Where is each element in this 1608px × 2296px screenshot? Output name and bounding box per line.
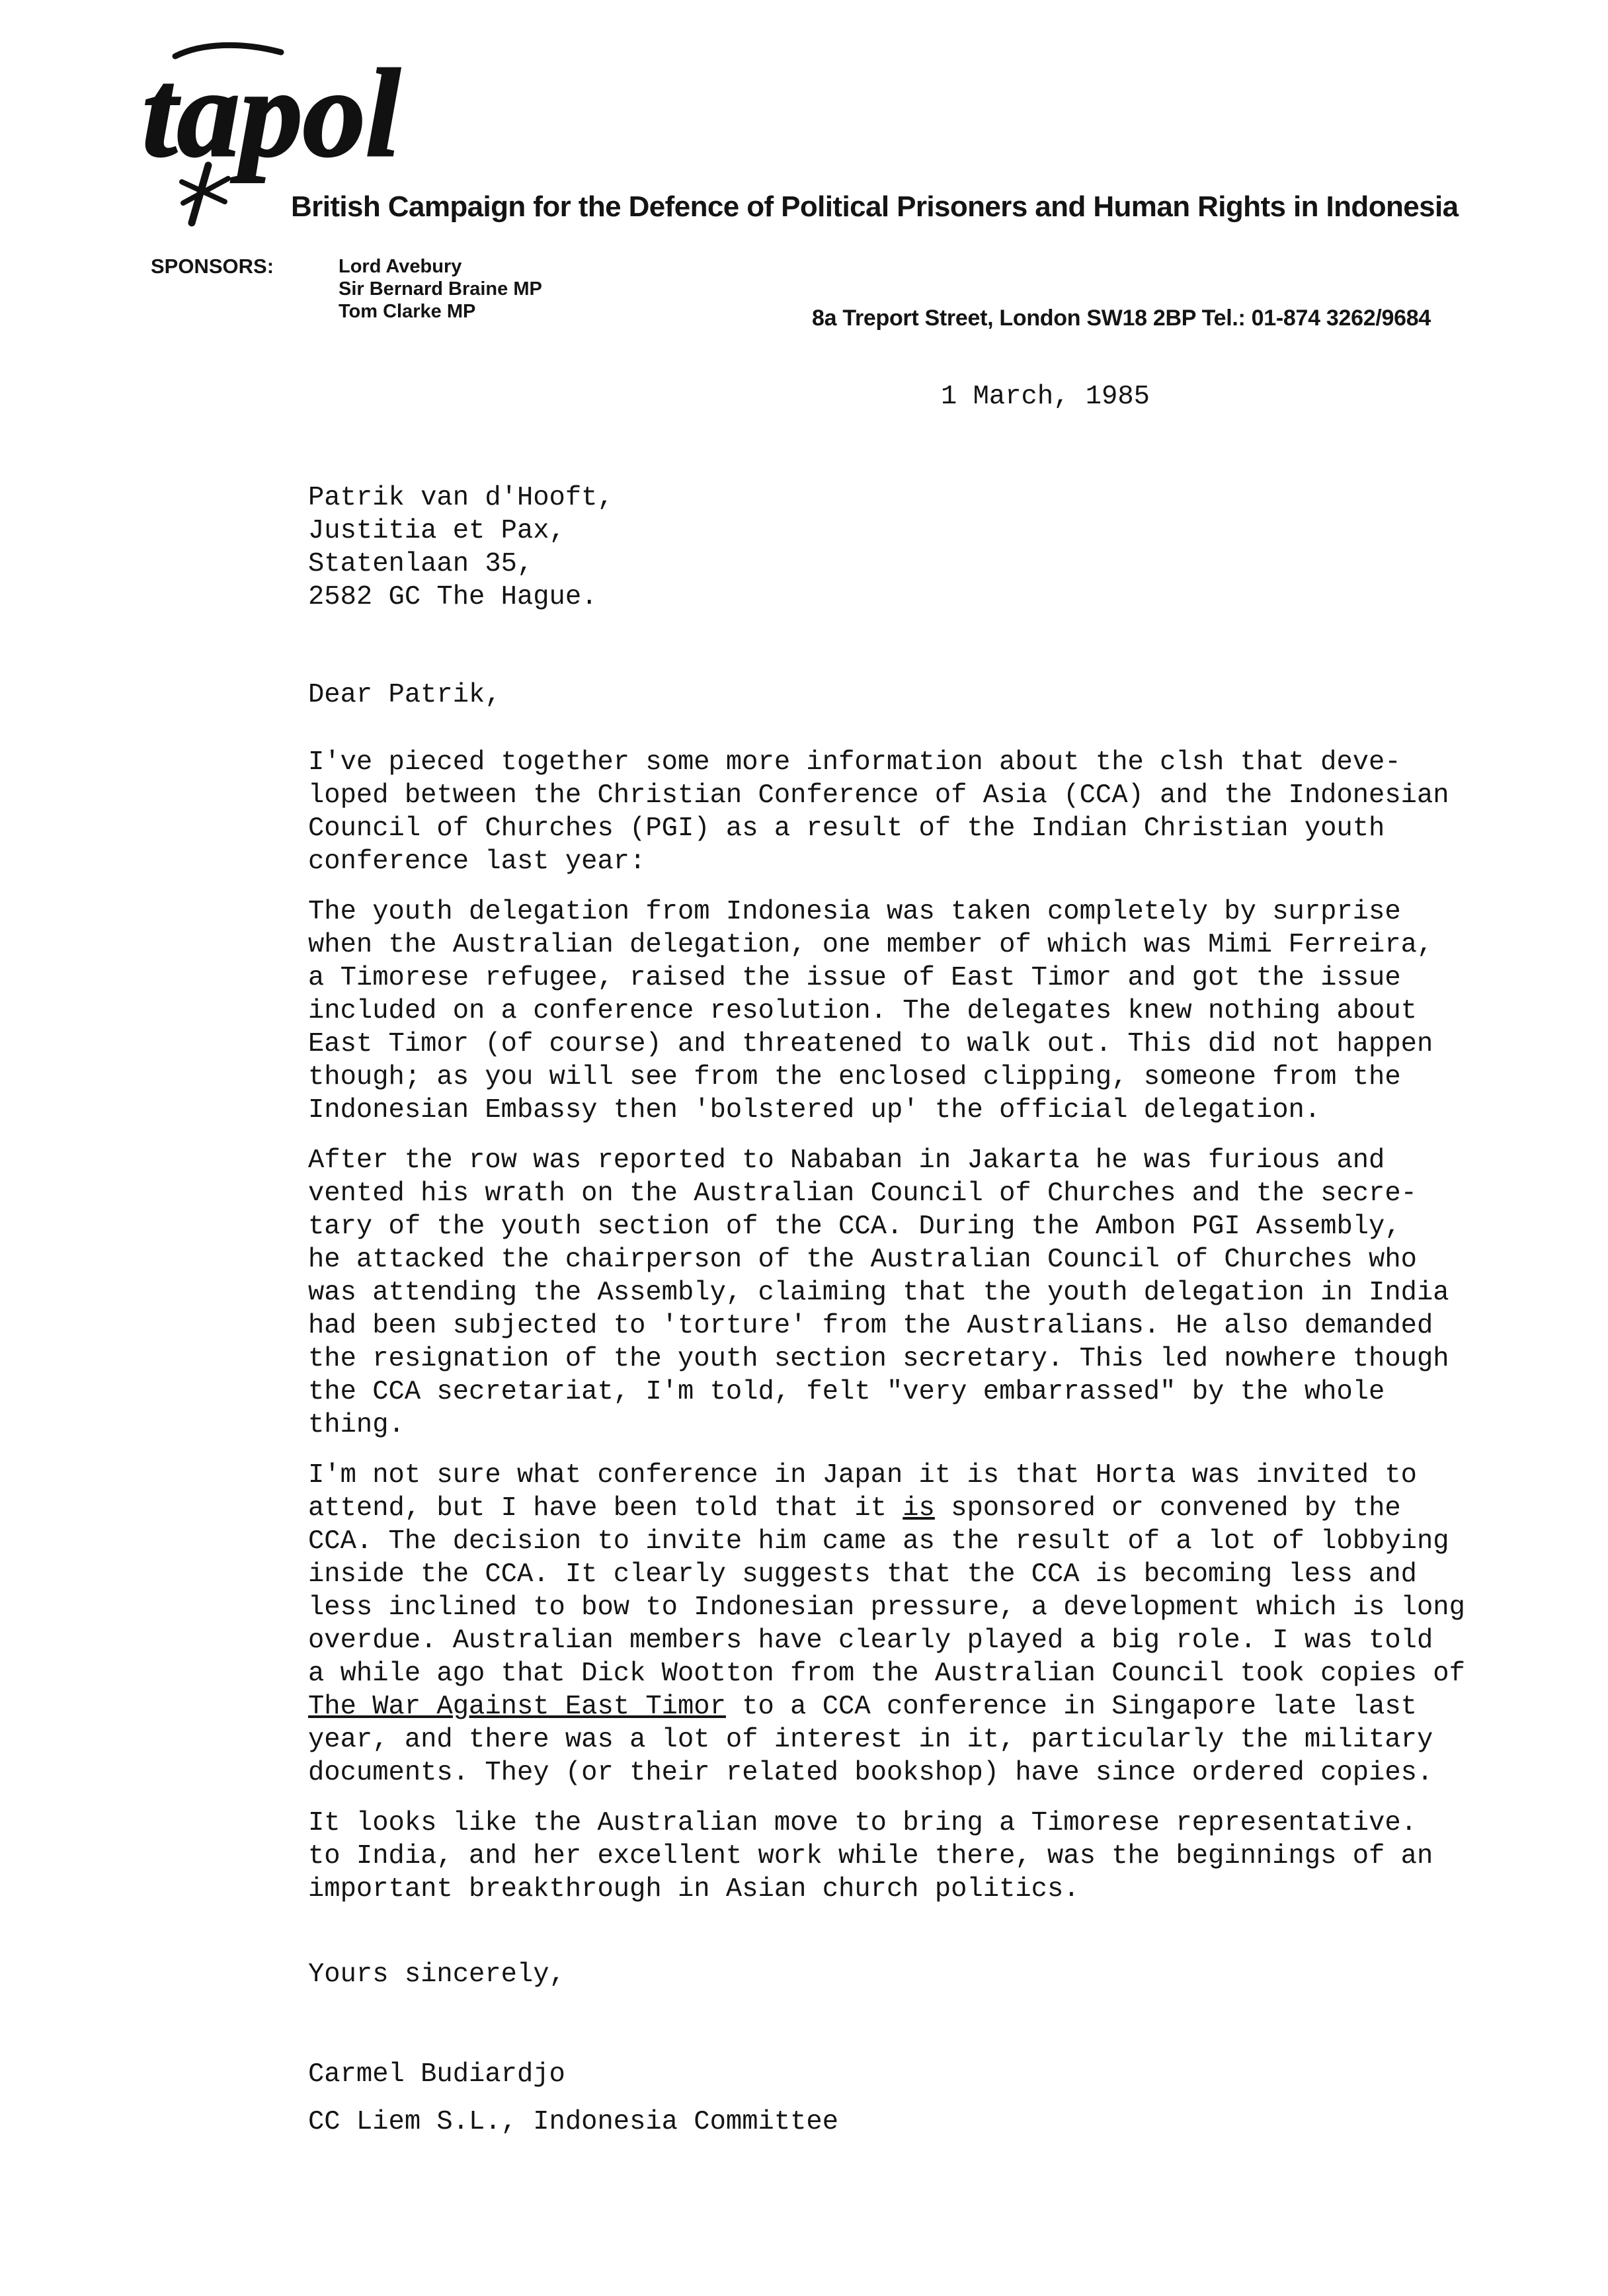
paragraph-4 (308, 1459, 1465, 1789)
sponsors-label: SPONSORS: (151, 255, 274, 278)
body-line: tary of the youth section of the CCA. During the Ambon PGI Assembly, (308, 1211, 1401, 1242)
body-line: inside the CCA. It clearly suggests that the CCA is becoming less and (308, 1559, 1417, 1590)
address-line: 8a Treport Street, London SW18 2BP Tel.: 01-874 3262/9684 (812, 306, 1431, 331)
recipient-line: Justitia et Pax, (308, 516, 565, 546)
body-line: The youth delegation from Indonesia was taken completely by surprise (308, 897, 1401, 927)
recipient-line: Patrik van d'Hooft, (308, 483, 614, 513)
body-line (308, 1690, 1465, 1723)
paragraph-5 (308, 1807, 1465, 1906)
body-line: Indonesian Embassy then 'bolstered up' the official delegation. (308, 1095, 1321, 1126)
body-line: a while ago that Dick Wootton from the Australian Council took copies of (308, 1659, 1465, 1689)
body-line: vented his wrath on the Australian Council of Churches and the secre- (308, 1178, 1417, 1209)
body-line: I'm not sure what conference in Japan it is that Horta was invited to (308, 1460, 1417, 1491)
organization-name: British Campaign for the Defence of Political Prisoners and Human Rights in Indonesia (291, 190, 1459, 223)
body-text: to a CCA conference in Singapore late last (725, 1692, 1417, 1722)
body-text: attend, but I have been told that it (308, 1493, 903, 1524)
salutation: Dear Patrik, (308, 680, 501, 710)
body-line: a Timorese refugee, raised the issue of East Timor and got the issue (308, 963, 1401, 993)
body-line: he attacked the chairperson of the Australian Council of Churches who (308, 1245, 1417, 1275)
body-line: important breakthrough in Asian church politics. (308, 1874, 1080, 1905)
letter-date: 1 March, 1985 (941, 382, 1150, 412)
body-line: overdue. Australian members have clearly played a big role. I was told (308, 1625, 1433, 1656)
signature-name: Carmel Budiardjo (308, 2059, 565, 2090)
body-line (308, 1492, 1465, 1525)
body-line: After the row was reported to Nababan in Jakarta he was furious and (308, 1145, 1385, 1176)
paragraph-1 (308, 746, 1465, 878)
body-line: when the Australian delegation, one member of which was Mimi Ferreira, (308, 930, 1433, 960)
paragraph-2 (308, 895, 1465, 1127)
sponsors-list (339, 255, 542, 323)
recipient-line: Statenlaan 35, (308, 549, 534, 579)
body-line: loped between the Christian Conference of Asia (CCA) and the Indonesian (308, 780, 1449, 811)
body-line: thing. (308, 1410, 405, 1440)
recipient-line: 2582 GC The Hague. (308, 582, 598, 612)
body-line: less inclined to bow to Indonesian pressure, a development which is long (308, 1592, 1465, 1623)
sponsor-name: Sir Bernard Braine MP (339, 278, 542, 300)
body-line: included on a conference resolution. The delegates knew nothing about (308, 996, 1417, 1026)
body-line: was attending the Assembly, claiming that the youth delegation in India (308, 1278, 1449, 1308)
recipient-address (308, 481, 614, 614)
cc-line: CC Liem S.L., Indonesia Committee (308, 2107, 839, 2137)
body-line: conference last year: (308, 846, 646, 877)
body-line: East Timor (of course) and threatened to walk out. This did not happen (308, 1029, 1433, 1059)
body-line: the CCA secretariat, I'm told, felt "very embarrassed" by the whole (308, 1377, 1385, 1407)
body-line: I've pieced together some more information about the clsh that deve- (308, 747, 1401, 778)
logo-text: tapol (142, 44, 401, 183)
letter-body (308, 746, 1465, 1923)
body-line: had been subjected to 'torture' from the Australians. He also demanded (308, 1311, 1433, 1341)
book-title: The War Against East Timor (308, 1692, 726, 1722)
body-line: to India, and her excellent work while there, was the beginnings of an (308, 1841, 1433, 1871)
sponsor-name: Tom Clarke MP (339, 301, 476, 322)
body-line: documents. They (or their related bookshop) have since ordered copies. (308, 1758, 1433, 1788)
body-line: though; as you will see from the enclosed clipping, someone from the (308, 1062, 1401, 1092)
body-line: It looks like the Australian move to bring a Timorese representative. (308, 1808, 1417, 1838)
body-text: sponsored or convened by the (934, 1493, 1401, 1524)
closing: Yours sincerely, (308, 1959, 565, 1990)
body-line: the resignation of the youth section secretary. This led nowhere though (308, 1344, 1449, 1374)
body-line: year, and there was a lot of interest in it, particularly the military (308, 1725, 1433, 1755)
paragraph-3 (308, 1144, 1465, 1442)
body-line: CCA. The decision to invite him came as the result of a lot of lobbying (308, 1526, 1449, 1557)
underlined-word: is (903, 1493, 935, 1524)
sponsor-name: Lord Avebury (339, 256, 462, 277)
body-line: Council of Churches (PGI) as a result of the Indian Christian youth (308, 813, 1385, 844)
